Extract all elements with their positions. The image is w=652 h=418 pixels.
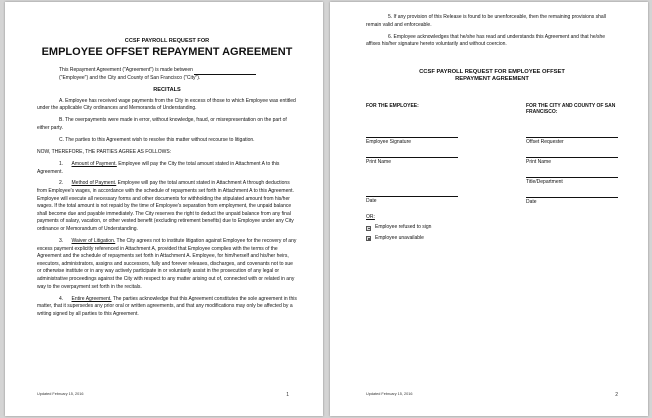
page-2-footer: Updated February 15, 2016 <box>366 392 413 396</box>
employee-heading: FOR THE EMPLOYEE: <box>366 102 419 109</box>
signature-title-line-2: REPAYMENT AGREEMENT <box>455 75 529 82</box>
intro-paragraph <box>37 67 297 82</box>
refused-option[interactable] <box>366 224 458 232</box>
now-therefore-line: NOW, THEREFORE, THE PARTIES AGREE AS FOLLOWS: <box>37 148 172 155</box>
city-date-label: Date <box>526 198 537 205</box>
intro-line-1: This Repayment Agreement ("Agreement") is made between <box>59 67 193 73</box>
title-department-label: Title/Department <box>526 178 563 185</box>
document-page-1 <box>5 2 323 416</box>
section-1-title: Amount of Payment. <box>71 160 117 167</box>
page-2-number: 2 <box>615 392 618 398</box>
page-2-body <box>366 14 618 243</box>
employee-date-label: Date <box>366 197 377 204</box>
recital-b: B. The overpayments were made in error, without knowledge, fraud, or misrepresentation on the part of either party. <box>37 117 287 131</box>
section-6: 6. Employee acknowledges that he/she has read and understands this Agreement and that he/she affixes his/her signature hereto voluntarily and without coercion. <box>366 33 606 48</box>
unavailable-option[interactable] <box>366 235 458 243</box>
section-3 <box>37 238 297 291</box>
city-print-name-line[interactable] <box>526 145 618 158</box>
city-print-name-label: Print Name <box>526 158 552 165</box>
page-1-body <box>37 38 297 323</box>
section-3-number: 3. <box>59 238 64 245</box>
employee-print-name-label: Print Name <box>366 158 392 165</box>
intro-line-2: ("Employee") and the City and County of San Francisco ("City"). <box>59 74 201 81</box>
section-2 <box>37 180 297 233</box>
document-page-2 <box>330 2 648 416</box>
section-1-text: Employee will pay the City the total amount stated in Attachment A to this Agreement. <box>37 160 280 175</box>
document-title: EMPLOYEE OFFSET REPAYMENT AGREEMENT <box>41 46 293 58</box>
section-4 <box>37 296 297 319</box>
recital-c: C. The parties to this Agreement wish to resolve this matter without recourse to litigation. <box>59 136 255 143</box>
section-2-number: 2. <box>59 180 64 187</box>
employee-print-name-line[interactable] <box>366 145 458 158</box>
section-2-title: Method of Payment. <box>71 180 117 187</box>
page-1-number: 1 <box>286 392 289 398</box>
section-1 <box>37 161 297 176</box>
unavailable-option-label: Employee unavailable <box>375 234 424 241</box>
or-label: OR: <box>366 213 375 220</box>
employee-signature-block <box>366 103 458 243</box>
refused-option-label: Employee refused to sign <box>375 224 432 231</box>
employee-name-blank[interactable] <box>194 69 256 75</box>
section-2-text: Employee will pay the total amount stated in Attachment A through deductions from Employee's wages, in accordance with the schedule of repayments set forth in Attachment A to this Agreement. Employee will execute all necessary forms and other documents for withholding the stipulated amount from his/her wages. If the total amount is not repaid by the time of Employee's separation from employment, the unpaid balance shall become due and payable immediately. The City reserves the right to deduct the unpaid balance from any final payments of salary, vacation, or other vested benefit (excluding retirement benefits) due to Employee under any City ordinance or Memorandum of Understanding. <box>37 180 294 233</box>
city-signature-block <box>526 103 618 243</box>
signature-columns <box>366 103 618 243</box>
employee-signature-label: Employee Signature <box>366 138 412 145</box>
employee-date-line[interactable] <box>366 184 458 197</box>
unavailable-checkbox[interactable] <box>366 236 371 241</box>
section-5: 5. If any provision of this Release is found to be unenforceable, then the remaining provisions shall remain valid and enforceable. <box>366 14 606 28</box>
title-department-line[interactable] <box>526 165 618 178</box>
employee-signature-line[interactable] <box>366 125 458 138</box>
section-3-text: The City agrees not to institute litigation against Employee for the recovery of any excess payment explicitly referenced in Attachment A, provided that Employee complies with the terms of the Agreement and the schedule of repayments set forth in Attachment A. Employee, for him/herself and his/her heirs, executors, administrators, assigns and successors, fully and forever releases, discharges, and covenants not to sue or otherwise institute or in any way actively participate in or voluntarily assist in the prosecution of any legal or administrative proceedings against the City with respect to any matter arising out of, connected with or related in any way to the overpayment set forth in the recitals. <box>37 238 297 290</box>
city-heading: FOR THE CITY AND COUNTY OF SAN FRANCISCO: <box>526 102 616 116</box>
page-1-footer: Updated February 15, 2016 <box>37 392 84 396</box>
section-4-number: 4. <box>59 295 64 302</box>
recital-a: A. Employee has received wage payments from the City in excess of those to which Employee was entitled under the applicable City ordinances and Memoranda of Understanding. <box>37 97 296 112</box>
refused-checkbox[interactable] <box>366 226 371 231</box>
recitals-heading: RECITALS <box>153 87 181 94</box>
offset-requester-label: Offset Requester <box>526 138 564 145</box>
document-subtitle: CCSF PAYROLL REQUEST FOR <box>124 38 210 44</box>
signature-page-title <box>366 69 618 83</box>
section-4-text: The parties acknowledge that this Agreement constitutes the sole agreement in this matter, that it supersedes any prior oral or written agreements, and that any modifications may only be affected by a writing signed by all parties to this Agreement. <box>37 295 297 317</box>
section-3-title: Waiver of Litigation. <box>71 238 116 245</box>
signature-title-line-1: CCSF PAYROLL REQUEST FOR EMPLOYEE OFFSET <box>419 68 565 75</box>
city-date-line[interactable] <box>526 185 618 198</box>
offset-requester-line[interactable] <box>526 125 618 138</box>
section-4-title: Entire Agreement. <box>71 295 112 302</box>
section-1-number: 1. <box>59 160 64 167</box>
